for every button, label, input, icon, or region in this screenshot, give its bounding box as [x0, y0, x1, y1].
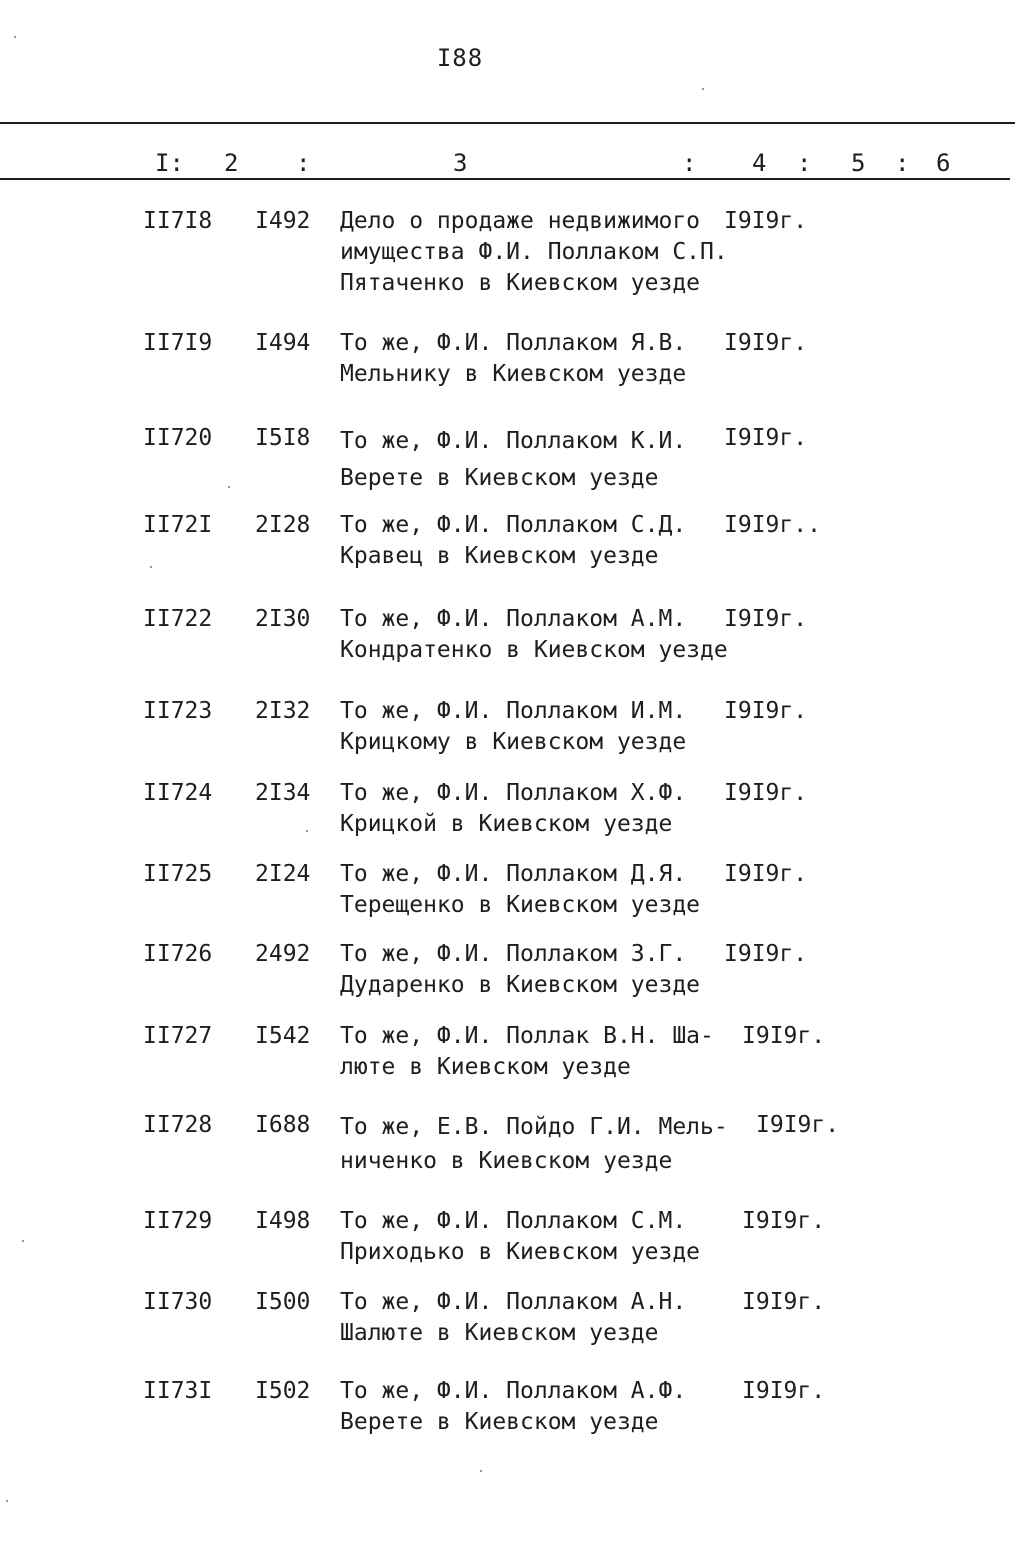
old-entry-number: I502	[255, 1378, 311, 1404]
table-row	[0, 1206, 1024, 1276]
scan-speck	[150, 566, 152, 568]
entry-year: I9I9г.	[724, 941, 808, 967]
entry-year: I9I9г.	[742, 1208, 826, 1234]
column-header-6: 6	[936, 149, 951, 177]
entry-number: II730	[143, 1289, 213, 1315]
title-line: То же, Ф.И. Поллаком А.М.	[340, 606, 687, 632]
entry-number: II723	[143, 698, 213, 724]
title-line: Шалюте в Киевском уезде	[340, 1320, 659, 1346]
table-row	[0, 939, 1024, 1009]
scan-speck	[480, 1470, 482, 1472]
old-entry-number: I5I8	[255, 425, 311, 451]
table-row	[0, 1021, 1024, 1091]
table-row	[0, 1376, 1024, 1446]
old-entry-number: 2I28	[255, 512, 311, 538]
column-header-4: 4	[752, 149, 767, 177]
entry-year: I9I9г.	[724, 606, 808, 632]
entry-title	[340, 859, 720, 921]
entry-title	[340, 778, 720, 840]
entry-number: II728	[143, 1112, 213, 1138]
table-row	[0, 510, 1024, 580]
column-header-3: 3	[453, 149, 468, 177]
title-line: То же, Ф.И. Поллаком С.М.	[340, 1208, 687, 1234]
title-line: То же, Ф.И. Поллак В.Н. Ша-	[340, 1023, 714, 1049]
old-entry-number: 2492	[255, 941, 311, 967]
entry-title	[340, 696, 720, 758]
title-line: То же, Ф.И. Поллаком С.Д.	[340, 512, 687, 538]
column-separator: :	[682, 149, 697, 177]
old-entry-number: 2I32	[255, 698, 311, 724]
title-line: Крицкому в Киевском уезде	[340, 729, 687, 755]
old-entry-number: I492	[255, 208, 311, 234]
entry-number: II7I8	[143, 208, 213, 234]
scan-speck	[22, 1240, 24, 1242]
table-row	[0, 604, 1024, 674]
old-entry-number: I498	[255, 1208, 311, 1234]
title-line: Крицкой в Киевском уезде	[340, 811, 673, 837]
entry-number: II720	[143, 425, 213, 451]
entry-title	[340, 206, 728, 299]
entry-year: I9I9г.	[742, 1289, 826, 1315]
entry-year: I9I9г.	[742, 1023, 826, 1049]
old-entry-number: 2I34	[255, 780, 311, 806]
entry-year: I9I9г..	[724, 512, 821, 538]
entry-year: I9I9г.	[724, 208, 808, 234]
entry-year: I9I9г.	[742, 1378, 826, 1404]
title-line: Пятаченко в Киевском уезде	[340, 270, 701, 296]
table-row	[0, 423, 1024, 493]
table-row	[0, 206, 1024, 296]
entry-year: I9I9г.	[724, 330, 808, 356]
entry-title	[340, 1206, 720, 1268]
entry-title	[340, 604, 728, 666]
entry-number: II727	[143, 1023, 213, 1049]
entry-year: I9I9г.	[724, 698, 808, 724]
column-header-1: I:	[155, 149, 184, 177]
entry-number: II726	[143, 941, 213, 967]
old-entry-number: 2I30	[255, 606, 311, 632]
entry-title	[340, 423, 720, 497]
entry-title	[340, 1376, 720, 1438]
title-line: То же, Ф.И. Поллаком К.И.	[340, 428, 687, 454]
old-entry-number: 2I24	[255, 861, 311, 887]
title-line: Дударенко в Киевском уезде	[340, 972, 701, 998]
old-entry-number: I688	[255, 1112, 311, 1138]
title-line: То же, Ф.И. Поллаком А.Н.	[340, 1289, 687, 1315]
title-line: То же, Ф.И. Поллаком А.Ф.	[340, 1378, 687, 1404]
scan-speck	[306, 830, 308, 832]
table-row	[0, 1287, 1024, 1357]
entry-year: I9I9г.	[724, 425, 808, 451]
title-line: Кондратенко в Киевском уезде	[340, 637, 728, 663]
table-row	[0, 778, 1024, 848]
entry-title	[340, 1021, 720, 1083]
entry-year: I9I9г.	[724, 861, 808, 887]
old-entry-number: I542	[255, 1023, 311, 1049]
entry-number: II722	[143, 606, 213, 632]
entry-title	[340, 510, 720, 572]
entry-number: II725	[143, 861, 213, 887]
old-entry-number: I500	[255, 1289, 311, 1315]
title-line: люте в Киевском уезде	[340, 1054, 631, 1080]
column-separator: :	[895, 149, 910, 177]
column-separator: :	[797, 149, 812, 177]
entry-year: I9I9г.	[724, 780, 808, 806]
column-separator: :	[296, 149, 311, 177]
title-line: Кравец в Киевском уезде	[340, 543, 659, 569]
title-line: То же, Ф.И. Поллаком Х.Ф.	[340, 780, 687, 806]
title-line: То же, Ф.И. Поллаком Д.Я.	[340, 861, 687, 887]
table-row	[0, 328, 1024, 398]
entry-number: II729	[143, 1208, 213, 1234]
title-line: То же, Ф.И. Поллаком З.Г.	[340, 941, 687, 967]
entry-title	[340, 1287, 720, 1349]
title-line: Дело о продаже недвижимого	[340, 208, 701, 234]
title-line: То же, Е.В. Пойдо Г.И. Мель-	[340, 1114, 728, 1140]
title-line: То же, Ф.И. Поллаком Я.В.	[340, 330, 687, 356]
entry-year: I9I9г.	[756, 1112, 840, 1138]
table-row	[0, 1110, 1024, 1180]
entry-title	[340, 1110, 728, 1178]
title-line: Приходько в Киевском уезде	[340, 1239, 701, 1265]
scan-speck	[6, 1500, 8, 1502]
table-row	[0, 696, 1024, 766]
column-header-2: 2	[224, 149, 239, 177]
column-header-5: 5	[851, 149, 866, 177]
entry-number: II72I	[143, 512, 213, 538]
scan-speck	[14, 36, 16, 38]
entry-number: II7I9	[143, 330, 213, 356]
title-line: имущества Ф.И. Поллаком С.П.	[340, 239, 728, 265]
page-number: I88	[436, 44, 484, 72]
entry-number: II73I	[143, 1378, 213, 1404]
entry-title	[340, 328, 720, 390]
entry-number: II724	[143, 780, 213, 806]
scan-speck	[702, 88, 704, 90]
title-line: Мельнику в Киевском уезде	[340, 361, 687, 387]
title-line: Верете в Киевском уезде	[340, 465, 659, 491]
title-line: Верете в Киевском уезде	[340, 1409, 659, 1435]
title-line: ниченко в Киевском уезде	[340, 1148, 673, 1174]
entry-title	[340, 939, 720, 1001]
old-entry-number: I494	[255, 330, 311, 356]
scan-speck	[228, 486, 230, 488]
table-row	[0, 859, 1024, 929]
title-line: То же, Ф.И. Поллаком И.М.	[340, 698, 687, 724]
title-line: Терещенко в Киевском уезде	[340, 892, 701, 918]
